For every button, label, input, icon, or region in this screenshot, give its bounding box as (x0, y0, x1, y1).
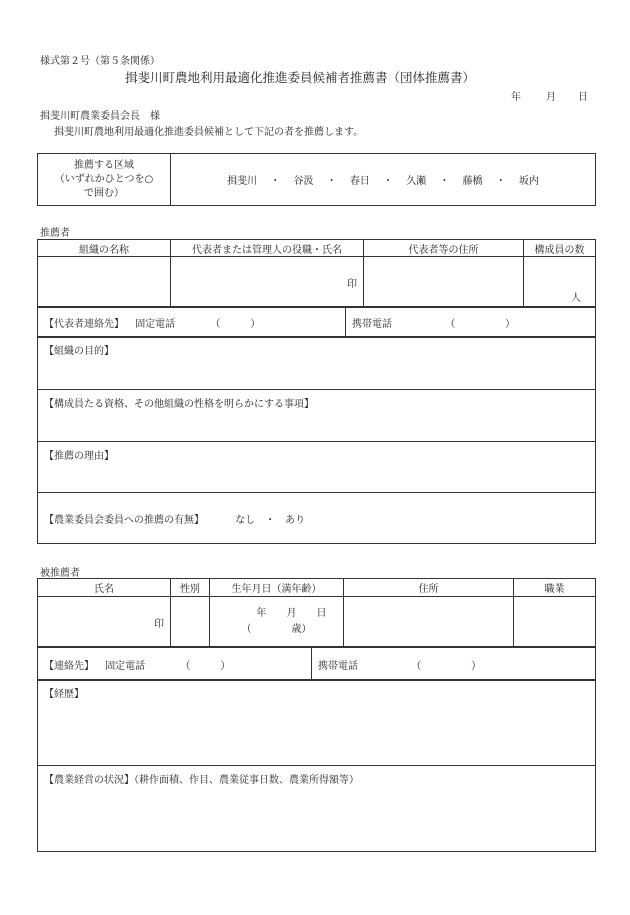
seal-mark: 印 (154, 619, 164, 630)
farming-status-field[interactable] (38, 766, 596, 852)
col-address: 住所 (344, 579, 514, 597)
district-option[interactable]: 春日 (349, 176, 370, 187)
seal-mark: 印 (347, 279, 357, 290)
nominee-section-title: 被推薦者 (40, 568, 80, 579)
col-rep-name: 代表者または管理人の役職・氏名 (171, 240, 364, 257)
recommender-contact-table (37, 307, 596, 338)
rep-name-field[interactable] (171, 257, 364, 307)
nominee-mobile-cell[interactable] (312, 648, 596, 681)
intro-text: 揖斐川町農地利用最適化推進委員候補として下記の者を推薦します。 (54, 127, 364, 138)
addressee: 揖斐川町農業委員会長 様 (40, 111, 160, 122)
district-option[interactable]: 揖斐川 (227, 176, 258, 187)
district-label-cell: 推薦する区域 （いずれかひとつを○ で囲む） (38, 154, 171, 206)
member-qualification-field[interactable] (38, 390, 596, 442)
landline-label: 固定電話 (105, 660, 146, 672)
nominee-address-field[interactable] (344, 597, 514, 647)
member-qualification-label: 【構成員たる資格、その他組織の性格を明らかにする事項】 (44, 399, 314, 410)
col-birth: 生年月日（満年齢） (210, 579, 344, 597)
date-year: 年 (511, 92, 521, 103)
nominee-contact-label: 【連絡先】 (44, 660, 94, 672)
district-option[interactable]: 藤橋 (462, 176, 483, 187)
nominee-landline-cell[interactable] (38, 648, 312, 681)
nominee-occupation-field[interactable] (514, 597, 596, 647)
landline-paren: （ ） (210, 319, 261, 330)
members-field[interactable] (524, 257, 596, 307)
district-option[interactable]: 久瀬 (406, 176, 427, 187)
org-name-field[interactable] (38, 257, 171, 307)
nominee-name-field[interactable] (38, 597, 171, 647)
district-option[interactable]: 谷汲 (293, 176, 314, 187)
form-number: 様式第２号（第５条関係） (40, 56, 160, 67)
rep-landline-cell[interactable] (38, 308, 346, 338)
recommender-details-table (37, 336, 596, 544)
landline-label: 固定電話 (135, 319, 176, 330)
nominee-gender-field[interactable] (171, 597, 210, 647)
committee-recommend-label: 【農業委員会委員への推薦の有無】 (44, 514, 204, 526)
committee-recommend-field[interactable] (38, 493, 596, 544)
career-field[interactable] (38, 680, 596, 766)
nominee-contact-table (37, 647, 596, 681)
mobile-label: 携帯電話 (318, 660, 358, 672)
nominee-birth-field[interactable] (210, 597, 344, 647)
col-occupation: 職業 (514, 579, 596, 597)
committee-recommend-options[interactable]: なし ・ あり (235, 514, 306, 526)
mobile-paren: （ ） (445, 319, 516, 330)
rep-contact-label: 【代表者連絡先】 (44, 319, 124, 330)
col-rep-address: 代表者等の住所 (364, 240, 524, 257)
col-gender: 性別 (171, 579, 210, 597)
district-label: 推薦する区域 (74, 159, 134, 171)
org-purpose-label: 【組織の目的】 (44, 346, 114, 357)
rep-mobile-cell[interactable] (346, 308, 596, 338)
mobile-label: 携帯電話 (352, 319, 392, 330)
career-label: 【経歴】 (44, 689, 84, 700)
mobile-paren: （ ） (411, 660, 482, 672)
district-table (37, 153, 596, 206)
date-month: 月 (546, 92, 556, 103)
recommender-table (37, 239, 596, 307)
district-option[interactable]: 坂内 (518, 176, 539, 187)
recommend-reason-field[interactable] (38, 442, 596, 493)
recommender-section-title: 推薦者 (40, 228, 70, 239)
org-purpose-field[interactable] (38, 337, 596, 390)
date-day: 日 (578, 92, 588, 103)
col-members: 構成員の数 (524, 240, 596, 257)
members-unit: 人 (571, 293, 581, 304)
recommend-reason-label: 【推薦の理由】 (44, 451, 114, 462)
farming-status-label: 【農業経営の状況】（耕作面積、作目、農業従事日数、農業所得額等） (44, 775, 359, 786)
rep-address-field[interactable] (364, 257, 524, 307)
age: （ 歳） (241, 623, 312, 635)
form-title: 揖斐川町農地利用最適化推進委員候補者推薦書（団体推薦書） (125, 70, 476, 85)
landline-paren: （ ） (180, 660, 231, 672)
nominee-table (37, 578, 596, 647)
nominee-details-table (37, 679, 596, 852)
col-org-name: 組織の名称 (38, 240, 171, 257)
birth-date: 年 月 日 (256, 607, 327, 619)
col-name: 氏名 (38, 579, 171, 597)
district-options-cell: 揖斐川 ・ 谷汲 ・ 春日 ・ 久瀬 ・ 藤橋 ・ 坂内 (171, 154, 596, 206)
